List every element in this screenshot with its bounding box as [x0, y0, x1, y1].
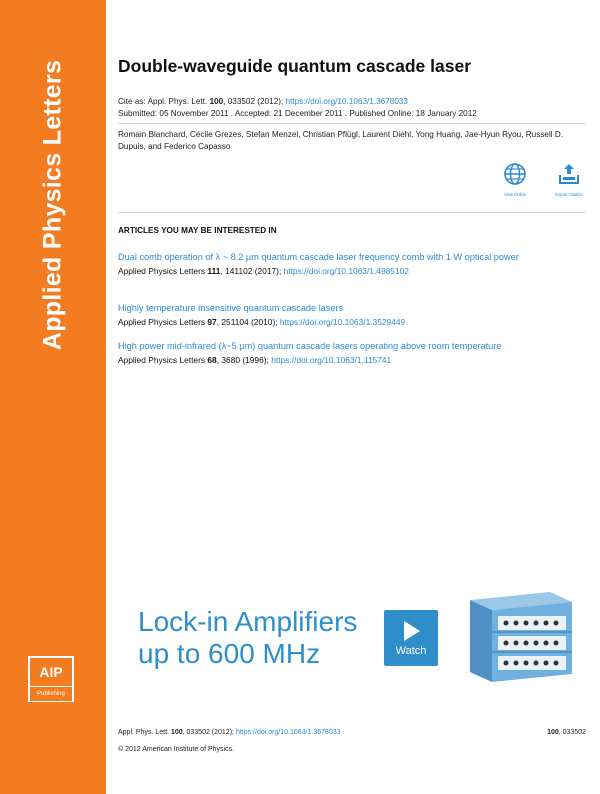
ad-headline	[138, 606, 357, 670]
related-article-title-link[interactable]: Dual comb operation of λ ~ 8.2 μm quantum cascade laser frequency comb with 1 W optical power	[118, 252, 519, 262]
divider	[118, 123, 585, 124]
citation-journal: Applied Physics Letters	[118, 265, 208, 276]
divider	[118, 212, 585, 213]
citation-rest: , 141102 (2017);	[220, 265, 284, 276]
ad-headline-line1: Lock-in Amplifiers	[138, 606, 358, 637]
related-article	[118, 341, 583, 365]
aip-publishing-logo[interactable]	[28, 656, 74, 702]
cite-as-line	[118, 97, 408, 106]
footer-volume: 100	[170, 729, 183, 736]
citation-journal: Applied Physics Letters	[118, 316, 208, 327]
related-article-citation	[118, 355, 583, 365]
related-article	[118, 303, 583, 327]
aip-logo-text: AIP	[30, 658, 72, 686]
footer-doi-link[interactable]: https://doi.org/10.1063/1.3678033	[235, 729, 341, 736]
play-icon	[400, 619, 422, 643]
citation-rest: , 251104 (2010);	[216, 316, 280, 327]
publication-dates: Submitted: 05 November 2011 . Accepted: 21 December 2011 . Published Online: 18 January 2012	[118, 109, 477, 118]
lock-in-amplifier-ad[interactable]	[124, 586, 584, 690]
citation-doi-link[interactable]: https://doi.org/10.1063/1.3529449	[279, 316, 406, 327]
watch-label: Watch	[395, 645, 427, 657]
related-article-citation	[118, 317, 583, 327]
footer-cite-prefix: Appl. Phys. Lett.	[118, 729, 171, 736]
citation-volume: 68	[207, 354, 217, 365]
related-articles-heading: ARTICLES YOU MAY BE INTERESTED IN	[118, 226, 277, 235]
watch-button[interactable]	[384, 610, 438, 666]
cite-volume: 100	[209, 97, 224, 106]
related-article-title-link[interactable]: High power mid-infrared (λ~5 μm) quantum cascade lasers operating above room temperature	[118, 341, 502, 351]
journal-sidebar	[0, 0, 106, 794]
article-title: Double-waveguide quantum cascade laser	[118, 56, 472, 76]
footer-page-number	[547, 729, 586, 736]
ad-headline-line2: up to 600 MHz	[138, 638, 321, 669]
citation-volume: 97	[207, 316, 217, 327]
citation-journal: Applied Physics Letters	[118, 354, 208, 365]
footer-citation	[118, 729, 341, 736]
publishing-logo-text: Publishing	[30, 686, 72, 701]
export-citation-label: Export Citation	[555, 192, 583, 197]
citation-rest: , 3680 (1996);	[216, 354, 272, 365]
citation-doi-link[interactable]: https://doi.org/10.1063/1.4985102	[283, 265, 409, 276]
related-article	[118, 252, 583, 276]
footer-page-volume: 100	[547, 729, 559, 736]
view-online-button[interactable]	[490, 162, 540, 197]
view-online-label: View Online	[503, 192, 527, 197]
footer-page-id: , 033502	[558, 729, 586, 736]
export-citation-button[interactable]	[544, 162, 594, 197]
author-list: Romain Blanchard, Cécile Grezes, Stefan Menzel, Christian Pflügl, Laurent Diehl, Yong Huang, Jae-Hyun Ryou, Russell D. Dupuis, and Federico Capasso	[118, 130, 564, 151]
citation-volume: 111	[207, 265, 221, 276]
journal-name: Applied Physics Letters	[38, 59, 67, 351]
related-article-title-link[interactable]: Highly temperature insensitive quantum cascade lasers	[118, 303, 344, 313]
copyright: © 2012 American Institute of Physics.	[118, 746, 235, 753]
doi-link[interactable]: https://doi.org/10.1063/1.3678033	[285, 97, 408, 106]
footer-cite-rest: , 033502 (2012);	[182, 729, 236, 736]
citation-doi-link[interactable]: https://doi.org/10.1063/1.115741	[271, 354, 392, 365]
cite-rest: , 033502 (2012);	[223, 97, 286, 106]
related-article-citation	[118, 266, 583, 276]
amplifier-device-image	[460, 586, 580, 690]
export-icon	[557, 162, 581, 186]
globe-icon	[503, 162, 527, 186]
cite-prefix: Cite as: Appl. Phys. Lett.	[118, 97, 210, 106]
